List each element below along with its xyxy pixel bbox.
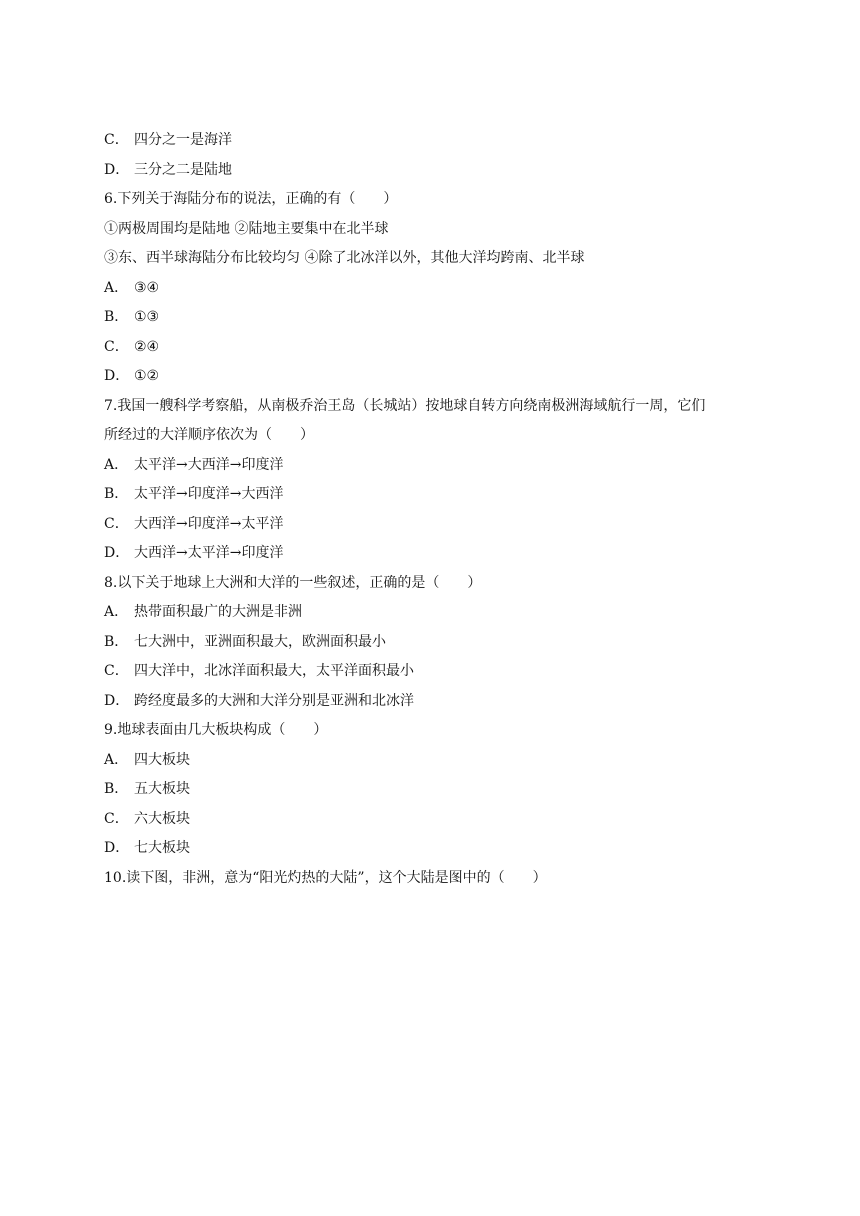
question-7-stem-line-1: 7.我国一艘科学考察船，从南极乔治王岛（长城站）按地球自转方向绕南极洲海域航行一周，它们 — [104, 397, 706, 414]
option-5c — [104, 126, 764, 156]
option-text: 五大板块 — [134, 781, 190, 797]
question-7-stem-line-2: 所经过的大洋顺序依次为（ ） — [104, 427, 314, 443]
option-letter: B． — [104, 309, 129, 325]
option-letter: C． — [104, 810, 129, 827]
option-6a — [104, 274, 764, 304]
option-letter: C． — [104, 663, 129, 679]
option-text: ①③ — [134, 309, 160, 325]
option-letter: D． — [104, 368, 130, 384]
option-9d — [104, 834, 764, 864]
option-text: 大西洋→印度洋→太平洋 — [134, 515, 284, 532]
option-text: 跨经度最多的大洲和大洋分别是亚洲和北冰洋 — [134, 692, 414, 709]
question-content — [104, 126, 764, 893]
question-6-statements-2: ③东、西半球海陆分布比较均匀 ④除了北冰洋以外，其他大洋均跨南、北半球 — [104, 250, 585, 266]
option-6d — [104, 362, 764, 392]
option-letter: D． — [104, 161, 130, 178]
option-8b — [104, 628, 764, 658]
option-8d — [104, 687, 764, 717]
option-8c — [104, 657, 764, 687]
option-text: 四分之一是海洋 — [134, 132, 232, 148]
option-7c — [104, 510, 764, 540]
option-letter: C． — [104, 132, 129, 148]
question-9-stem: 9.地球表面由几大板块构成（ ） — [104, 722, 328, 738]
option-8a — [104, 598, 764, 628]
option-9b — [104, 775, 764, 805]
option-letter: D． — [104, 692, 130, 709]
option-text: 太平洋→印度洋→大西洋 — [134, 486, 284, 502]
option-7d — [104, 539, 764, 569]
option-7b — [104, 480, 764, 510]
option-text: ②④ — [134, 338, 160, 355]
option-text: 七大板块 — [134, 840, 190, 856]
option-letter: A． — [104, 279, 129, 296]
option-9a — [104, 746, 764, 776]
option-7a — [104, 451, 764, 481]
question-8-stem: 8.以下关于地球上大洲和大洋的一些叙述，正确的是（ ） — [104, 574, 482, 591]
option-text: 四大洋中，北冰洋面积最大，太平洋面积最小 — [134, 663, 414, 679]
option-text: 三分之二是陆地 — [134, 161, 232, 178]
option-text: ③④ — [134, 279, 160, 296]
option-6c — [104, 333, 764, 363]
option-letter: D． — [104, 545, 130, 561]
option-5d — [104, 156, 764, 186]
option-9c — [104, 805, 764, 835]
question-10-stem: 10.读下图，非洲，意为“阳光灼热的大陆”，这个大陆是图中的（ ） — [104, 869, 547, 886]
option-text: 太平洋→大西洋→印度洋 — [134, 456, 284, 473]
option-letter: C． — [104, 515, 129, 532]
option-letter: A． — [104, 456, 129, 473]
option-text: 热带面积最广的大洲是非洲 — [134, 604, 302, 620]
option-letter: B． — [104, 633, 129, 650]
option-text: 大西洋→太平洋→印度洋 — [134, 545, 284, 561]
option-letter: D． — [104, 840, 130, 856]
option-letter: C． — [104, 338, 129, 355]
option-text: 六大板块 — [134, 810, 190, 827]
question-6-stem: 6.下列关于海陆分布的说法，正确的有（ ） — [104, 191, 398, 207]
option-letter: B． — [104, 781, 129, 797]
option-text: 四大板块 — [134, 751, 190, 768]
option-text: ①② — [134, 368, 160, 384]
option-letter: A． — [104, 751, 129, 768]
option-6b — [104, 303, 764, 333]
option-text: 七大洲中，亚洲面积最大，欧洲面积最小 — [134, 633, 386, 650]
option-letter: B． — [104, 486, 129, 502]
option-letter: A． — [104, 604, 129, 620]
question-6-statements-1: ①两极周围均是陆地 ②陆地主要集中在北半球 — [104, 220, 389, 237]
